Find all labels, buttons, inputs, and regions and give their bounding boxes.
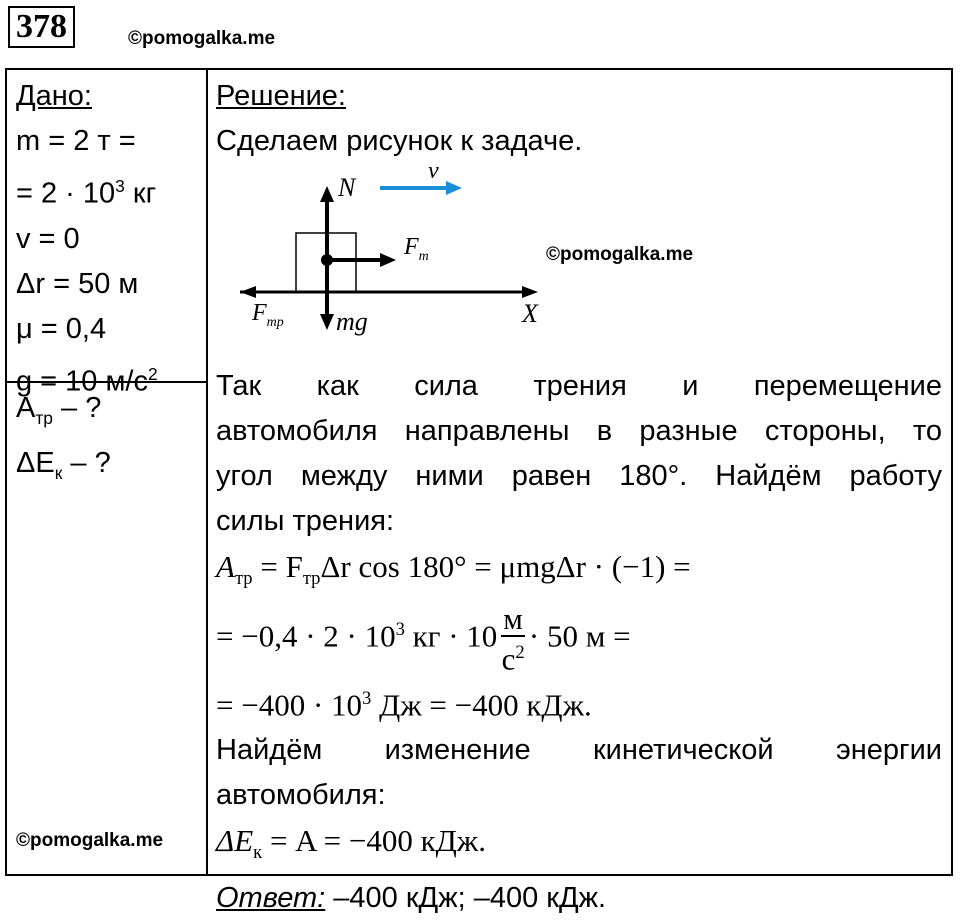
given-displacement: Δr = 50 м [16,267,139,300]
answer-text: –400 кДж; –400 кДж. [325,882,607,915]
normal-force-arrowhead [320,186,334,202]
label-Ft: $F_т$ [404,234,429,264]
given-velocity: v = 0 [16,222,80,255]
formula-work: $A_{тр} = F_{тр}\Delta r$ cos 180° = μmgΔr · (−1) = [216,549,691,590]
para1-line1: Так как сила трения и перемещение [216,370,942,402]
answer-label: Ответ: [216,882,326,915]
label-mg: mg [336,307,368,336]
given-mu: μ = 0,4 [16,312,107,345]
solution-intro: Сделаем рисунок к задаче. [216,125,583,157]
para2-line1: Найдём изменение кинетической энергии [216,733,942,766]
given-section [16,74,158,404]
watermark-bottom: ©pomogalka.me [16,830,164,851]
problem-number: 378 [8,6,75,48]
label-v: v [428,158,439,184]
para2-line2: автомобиля: [216,778,386,811]
find-work: $A_{тр}$ – ? [16,392,102,428]
answer-line [216,876,942,921]
x-axis-arrowhead [522,286,538,298]
label-X: X [522,299,538,328]
watermark-middle: ©pomogalka.me [546,244,694,265]
find-energy: $\Delta E_к$ – ? [16,446,111,483]
formula-result: = $-400 \cdot 10^3$ Дж = −400 кДж. [216,686,592,722]
traction-force-arrowhead [380,253,396,267]
formula-energy: $\Delta E_к = A = -400$ кДж. [216,822,486,864]
label-N: N [338,173,356,202]
center-of-mass [321,254,333,266]
given-title: Дано: [16,80,92,112]
label-Ftr: $F_{тр}$ [252,300,284,330]
para1-line4: силы трения: [216,505,395,537]
column-divider [206,68,208,876]
watermark-top: ©pomogalka.me [128,28,276,49]
formula-substitution: = $-0,4 \cdot 2 \cdot 10^3$ кг · 10 $\frac{м}{с^2}$ · 50 м = [216,601,631,677]
given-mass-line2: = $2 \cdot 10^3$ кг [16,176,157,210]
given-mass-line1: m = 2 т = [16,125,136,157]
solution-title: Решение: [216,80,346,112]
friction-force-arrowhead [240,286,256,298]
units-fraction: $\frac{м}{с^2}$ [501,601,525,677]
para1-line3: угол между ними равен 180°. Найдём работу [216,460,942,492]
find-section [16,386,111,496]
para1-line2: автомобиля направлены в разные стороны, то [216,415,942,447]
velocity-arrowhead [446,181,462,195]
gravity-arrowhead [320,314,334,330]
given-g: g = 10 $м/с^2$ [16,363,158,398]
